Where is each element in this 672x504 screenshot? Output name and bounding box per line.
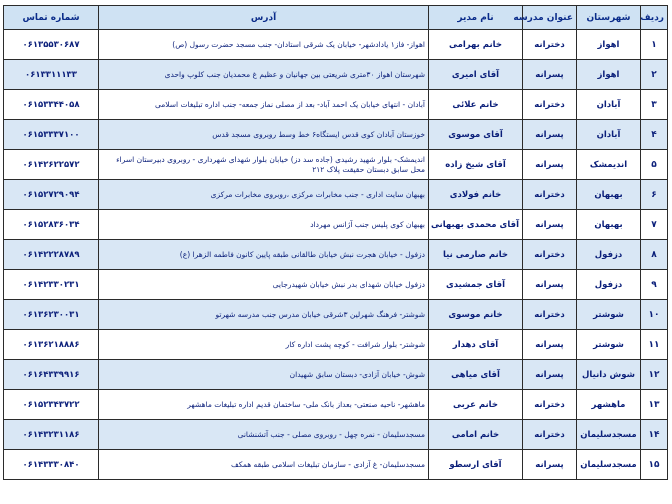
header-school-type: عنوان مدرسه (523, 6, 577, 30)
row-number: ۱۴ (641, 420, 668, 450)
row-number: ۴ (641, 120, 668, 150)
phone-cell: ۰۶۱۵۲۷۲۹۰۹۴ (4, 180, 99, 210)
school-type-cell: دخترانه (523, 30, 577, 60)
manager-cell: آقای دهدار (429, 330, 523, 360)
school-type-cell: دخترانه (523, 420, 577, 450)
manager-cell: خانم موسوی (429, 300, 523, 330)
city-cell: اهواز (577, 60, 641, 90)
school-type-cell: پسرانه (523, 330, 577, 360)
table-row (4, 300, 668, 330)
phone-cell: ۰۶۱۵۳۳۳۷۱۰۰ (4, 120, 99, 150)
city-cell: شوش دانیال (577, 360, 641, 390)
table-row (4, 150, 668, 180)
header-city: شهرستان (577, 6, 641, 30)
address-cell: مسجدسلیمان - نمره چهل - روبروی مصلی - جنب آتشنشانی (99, 420, 429, 450)
city-cell: دزفول (577, 240, 641, 270)
manager-cell: خانم امامی (429, 420, 523, 450)
table-row (4, 330, 668, 360)
city-cell: بهبهان (577, 180, 641, 210)
schools-table (3, 5, 668, 480)
phone-cell: ۰۶۱۶۴۳۳۹۹۱۶ (4, 360, 99, 390)
school-type-cell: پسرانه (523, 450, 577, 480)
city-cell: آبادان (577, 120, 641, 150)
table-row (4, 420, 668, 450)
school-type-cell: پسرانه (523, 150, 577, 180)
address-cell: شوشتر- بلوار شرافت - کوچه پشت اداره کار (99, 330, 429, 360)
phone-cell: ۰۶۱۳۶۲۳۰۰۳۱ (4, 300, 99, 330)
row-number: ۲ (641, 60, 668, 90)
schools-contact-sheet (3, 5, 667, 495)
row-number: ۶ (641, 180, 668, 210)
table-row (4, 450, 668, 480)
row-number: ۳ (641, 90, 668, 120)
address-cell: دزفول - خیابان هجرت نبش خیابان طالقانی طبقه پایین کانون فاطمه الزهرا (ع) (99, 240, 429, 270)
phone-cell: ۰۶۱۵۲۳۴۳۷۲۲ (4, 390, 99, 420)
address-cell: شوشتر- فرهنگ شهرلین ۳شرقی خیابان مدرس جنب مدرسه شهرتو (99, 300, 429, 330)
address-cell: شوش- خیابان آزادی- دبستان سابق شهیدان (99, 360, 429, 390)
table-row (4, 180, 668, 210)
row-number: ۱۱ (641, 330, 668, 360)
manager-cell: آقای موسوی (429, 120, 523, 150)
city-cell: شوشتر (577, 330, 641, 360)
manager-cell: آقای محمدی بهبهانی (429, 210, 523, 240)
manager-cell: خانم بهرامی (429, 30, 523, 60)
manager-cell: آقای جمشیدی (429, 270, 523, 300)
city-cell: شوشتر (577, 300, 641, 330)
phone-cell: ۰۶۱۴۲۶۲۲۵۷۲ (4, 150, 99, 180)
manager-cell: خانم فولادی (429, 180, 523, 210)
table-row (4, 240, 668, 270)
phone-cell: ۰۶۱۴۳۲۳۱۱۸۶ (4, 420, 99, 450)
address-cell: مسجدسلیمان- غ آزادی - سازمان تبلیغات اسلامی طبقه همکف (99, 450, 429, 480)
table-row (4, 90, 668, 120)
manager-cell: آقای میاهی (429, 360, 523, 390)
city-cell: مسجدسلیمان (577, 420, 641, 450)
row-number: ۷ (641, 210, 668, 240)
city-cell: اهواز (577, 30, 641, 60)
table-header-row (4, 6, 668, 30)
phone-cell: ۰۶۱۵۲۸۳۶۰۳۴ (4, 210, 99, 240)
address-cell: اهواز- فاز۱ یادادشهر- خیابان یک شرقی استادان- جنب مسجد حضرت رسول (ص) (99, 30, 429, 60)
school-type-cell: پسرانه (523, 210, 577, 240)
school-type-cell: دخترانه (523, 240, 577, 270)
city-cell: اندیمشک (577, 150, 641, 180)
address-cell: بهبهان سایت اداری - جنب مخابرات مرکزی ،روبروی مخابرات مرکزی (99, 180, 429, 210)
row-number: ۱۰ (641, 300, 668, 330)
table-row (4, 120, 668, 150)
phone-cell: ۰۶۱۳۵۵۳۰۶۸۷ (4, 30, 99, 60)
phone-cell: ۰۶۱۳۶۲۱۸۸۸۶ (4, 330, 99, 360)
manager-cell: خانم صارمی نیا (429, 240, 523, 270)
address-cell: ماهشهر- ناحیه صنعتی- بعداز بانک ملی- ساختمان قدیم اداره تبلیغات ماهشهر (99, 390, 429, 420)
school-type-cell: دخترانه (523, 90, 577, 120)
header-phone: شماره تماس (4, 6, 99, 30)
table-row (4, 390, 668, 420)
manager-cell: آقای امیری (429, 60, 523, 90)
table-row (4, 270, 668, 300)
phone-cell: ۰۶۱۳۳۱۱۱۳۳ (4, 60, 99, 90)
manager-cell: آقای شیخ زاده (429, 150, 523, 180)
city-cell: ماهشهر (577, 390, 641, 420)
table-row (4, 30, 668, 60)
school-type-cell: پسرانه (523, 270, 577, 300)
phone-cell: ۰۶۱۵۳۳۴۴۰۵۸ (4, 90, 99, 120)
row-number: ۱۵ (641, 450, 668, 480)
address-cell: بهبهان کوی پلیس جنب آژانس مهرداد (99, 210, 429, 240)
table-row (4, 360, 668, 390)
manager-cell: خانم علائی (429, 90, 523, 120)
city-cell: آبادان (577, 90, 641, 120)
row-number: ۹ (641, 270, 668, 300)
phone-cell: ۰۶۱۴۳۳۳۰۸۴۰ (4, 450, 99, 480)
address-cell: آبادان - انتهای خیابان یک احمد آباد- بعد از مصلی نماز جمعه- جنب اداره تبلیغات اسلامی (99, 90, 429, 120)
manager-cell: خانم عربی (429, 390, 523, 420)
header-manager: نام مدیر (429, 6, 523, 30)
phone-cell: ۰۶۱۴۲۲۲۸۷۸۹ (4, 240, 99, 270)
address-cell: دزفول خیابان شهدای بدر نبش خیابان شهیدرجایی (99, 270, 429, 300)
row-number: ۸ (641, 240, 668, 270)
school-type-cell: دخترانه (523, 300, 577, 330)
manager-cell: آقای ارسطو (429, 450, 523, 480)
row-number: ۱۲ (641, 360, 668, 390)
phone-cell: ۰۶۱۴۲۳۳۰۲۳۱ (4, 270, 99, 300)
header-address: آدرس (99, 6, 429, 30)
table-row (4, 210, 668, 240)
row-number: ۵ (641, 150, 668, 180)
school-type-cell: پسرانه (523, 120, 577, 150)
school-type-cell: پسرانه (523, 60, 577, 90)
school-type-cell: پسرانه (523, 360, 577, 390)
table-row (4, 60, 668, 90)
header-row-number: ردیف (641, 6, 668, 30)
address-cell: اندیمشک- بلوار شهید رشیدی (جاده سد دز) خیابان بلوار شهدای شهرداری - روبروی دبیرستان اسراء محل سابق دبستان حقیقت پلاک ۲۱۲ (99, 150, 429, 180)
school-type-cell: دخترانه (523, 180, 577, 210)
city-cell: بهبهان (577, 210, 641, 240)
row-number: ۱۳ (641, 390, 668, 420)
city-cell: مسجدسلیمان (577, 450, 641, 480)
address-cell: خوزستان آبادان کوی قدس ایستگاه۶ خط وسط روبروی مسجد قدس (99, 120, 429, 150)
row-number: ۱ (641, 30, 668, 60)
city-cell: دزفول (577, 270, 641, 300)
address-cell: شهرستان اهواز ۳۰متری شریعتی بین جهانیان و عظیم غ محمدیان جنب کلوپ واحدی (99, 60, 429, 90)
school-type-cell: دخترانه (523, 390, 577, 420)
